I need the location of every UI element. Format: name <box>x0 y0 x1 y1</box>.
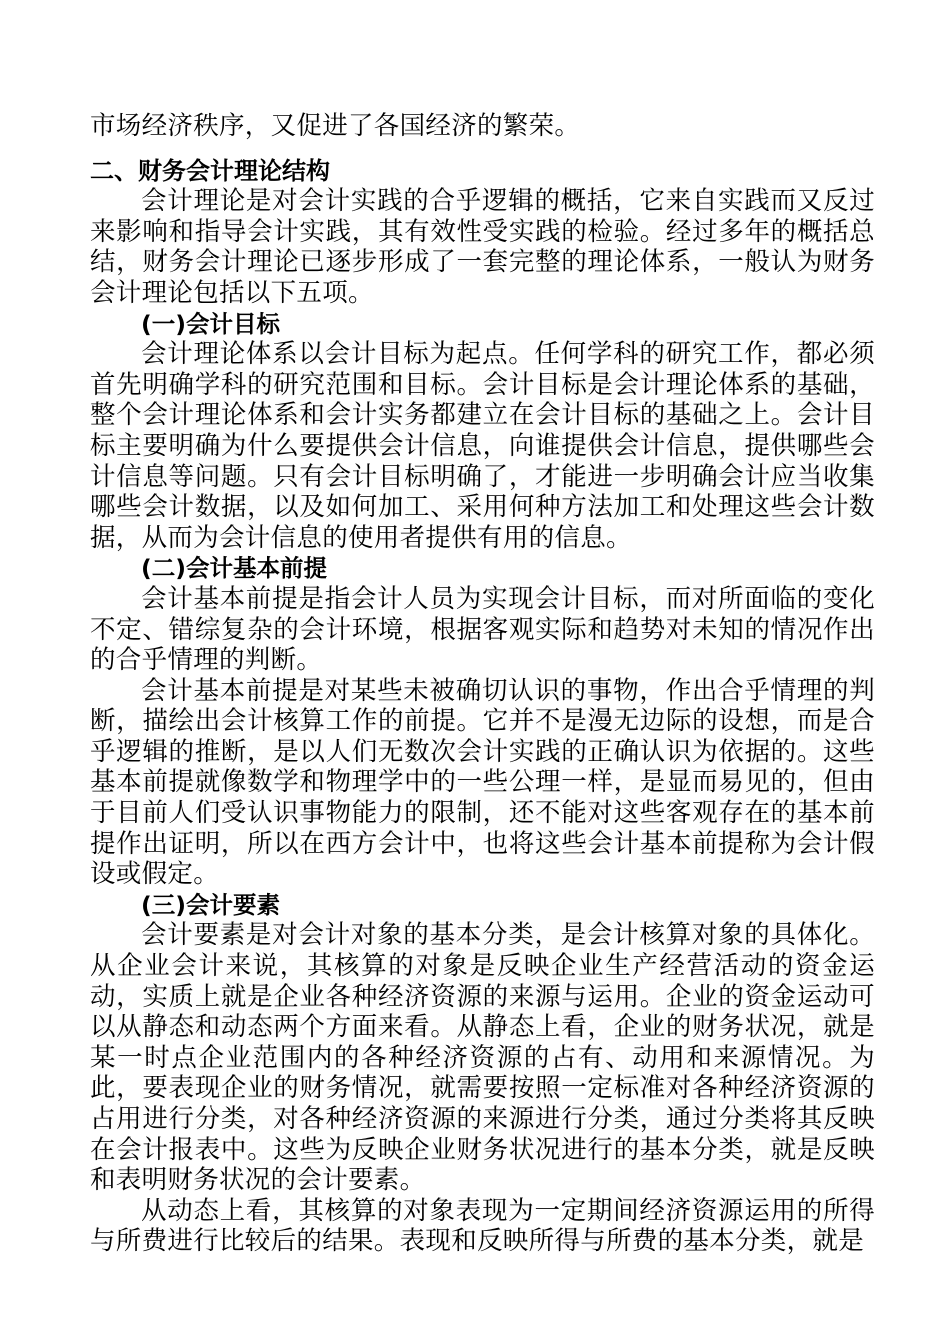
paragraph-premises-2: 会计基本前提是对某些未被确切认识的事物，作出合乎情理的判断，描绘出会计核算工作的前提。它并不是漫无边际的设想，而是合乎逻辑的推断，是以人们无数次会计实践的正确认识为依据的。这些基本前提就像数学和物理学中的一些公理一样，是显而易见的，但由于目前人们受认识事物能力的限制，还不能对这些客观存在的基本前提作出证明，所以在西方会计中，也将这些会计基本前提称为会计假设或假定。 <box>90 675 875 890</box>
subsection-heading-premises: (二)会计基本前提 <box>141 554 327 583</box>
document-body <box>90 111 875 1257</box>
intro-paragraph: 会计理论是对会计实践的合乎逻辑的概括，它来自实践而又反过来影响和指导会计实践，其有效性受实践的检验。经过多年的概括总结，财务会计理论已逐步形成了一套完整的理论体系，一般认为财务会计理论包括以下五项。 <box>90 186 875 308</box>
subsection-heading-goals: (一)会计目标 <box>141 309 280 338</box>
paragraph-elements-2: 从动态上看，其核算的对象表现为一定期间经济资源运用的所得与所费进行比较后的结果。表现和反映所得与所费的基本分类，就是 <box>90 1195 875 1257</box>
paragraph-premises-1: 会计基本前提是指会计人员为实现会计目标，而对所面临的变化不定、错综复杂的会计环境，根据客观实际和趋势对未知的情况作出的合乎情理的判断。 <box>90 583 875 676</box>
subsection-heading-elements: (三)会计要素 <box>141 890 280 919</box>
continuation-text: 市场经济秩序，又促进了各国经济的繁荣。 <box>90 111 581 141</box>
paragraph-elements-1: 会计要素是对会计对象的基本分类，是会计核算对象的具体化。从企业会计来说，其核算的对象是反映企业生产经营活动的资金运动，实质上就是企业各种经济资源的来源与运用。企业的资金运动可以从静态和动态两个方面来看。从静态上看，企业的财务状况，就是某一时点企业范围内的各种经济资源的占有、动用和来源情况。为此，要表现企业的财务情况，就需要按照一定标准对各种经济资源的占用进行分类，对各种经济资源的来源进行分类，通过分类将其反映在会计报表中。这些为反映企业财务状况进行的基本分类，就是反映和表明财务状况的会计要素。 <box>90 920 875 1196</box>
paragraph-goals: 会计理论体系以会计目标为起点。任何学科的研究工作，都必须首先明确学科的研究范围和目标。会计目标是会计理论体系的基础，整个会计理论体系和会计实务都建立在会计目标的基础之上。会计目标主要明确为什么要提供会计信息，向谁提供会计信息，提供哪些会计信息等问题。只有会计目标明确了，才能进一步明确会计应当收集哪些会计数据，以及如何加工、采用何种方法加工和处理这些会计数据，从而为会计信息的使用者提供有用的信息。 <box>90 339 875 553</box>
section-heading: 二、财务会计理论结构 <box>90 156 330 185</box>
